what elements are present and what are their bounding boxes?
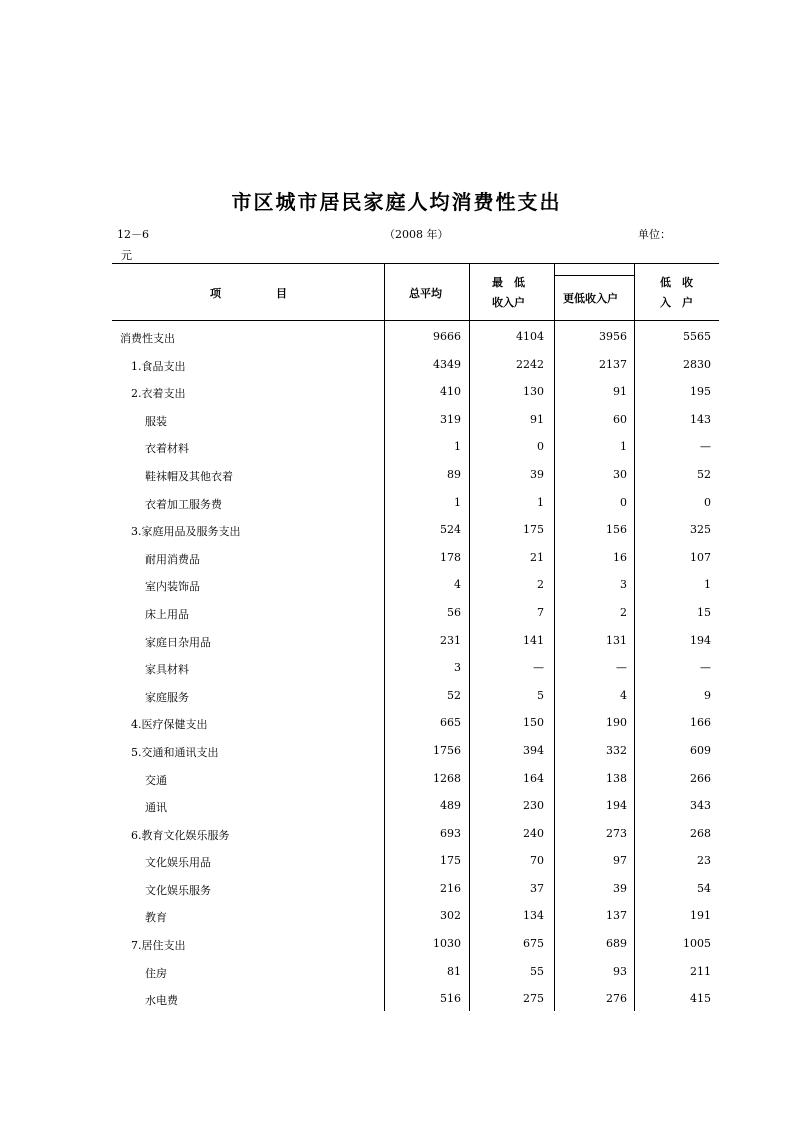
- table-year: （2008 年）: [384, 228, 449, 241]
- table-row: [112, 542, 719, 570]
- header-subline: [554, 275, 634, 276]
- row-value: 150: [523, 716, 544, 730]
- row-value: 3956: [599, 330, 627, 343]
- row-label: 鞋袜帽及其他衣着: [145, 469, 233, 483]
- row-value: 266: [690, 771, 711, 785]
- table-row: [112, 873, 719, 901]
- row-label: 水电费: [145, 994, 178, 1008]
- row-value: 194: [690, 633, 711, 647]
- row-label: 6.教育文化娱乐服务: [131, 828, 230, 842]
- row-value: 268: [690, 826, 711, 840]
- header-divider: [634, 264, 635, 320]
- row-value: 689: [606, 937, 627, 951]
- row-value: 231: [440, 633, 461, 647]
- header-low-line2: 入 户: [660, 296, 693, 309]
- table-row: [112, 569, 719, 597]
- header-lowest-line2: 收入户: [492, 296, 525, 309]
- row-value: 91: [530, 412, 544, 426]
- header-avg: 总平均: [409, 287, 442, 300]
- row-label: 室内装饰品: [145, 580, 200, 594]
- table-row: [112, 680, 719, 708]
- table-row: [112, 790, 719, 818]
- row-value: 175: [523, 523, 544, 537]
- row-value: 1: [704, 578, 711, 592]
- row-value: 5565: [683, 330, 711, 343]
- header-lowest-line1: 最 低: [492, 276, 525, 289]
- header-low-line1: 低 收: [660, 276, 693, 289]
- row-value: 7: [537, 605, 544, 619]
- row-value: 276: [606, 992, 627, 1006]
- row-value: 164: [523, 771, 544, 785]
- row-value: 1030: [433, 937, 461, 951]
- table-row: [112, 763, 719, 791]
- row-value: 1: [537, 495, 544, 509]
- table-row: [112, 459, 719, 487]
- table-row: [112, 928, 719, 956]
- table-row: [112, 900, 719, 928]
- row-value: 15: [697, 605, 711, 619]
- row-value: 194: [606, 799, 627, 813]
- row-label: 2.衣着支出: [131, 387, 186, 401]
- table-row: [112, 707, 719, 735]
- row-value: —: [616, 661, 627, 675]
- row-value: 2: [537, 578, 544, 592]
- row-value: 55: [530, 964, 544, 978]
- row-value: 230: [523, 799, 544, 813]
- table-row: [112, 376, 719, 404]
- row-label: 家具材料: [145, 663, 189, 677]
- row-label: 文化娱乐服务: [145, 883, 211, 897]
- row-value: 2137: [599, 357, 627, 371]
- row-value: 178: [440, 550, 461, 564]
- row-value: 9: [704, 688, 711, 702]
- row-value: 143: [690, 412, 711, 426]
- row-value: 319: [440, 412, 461, 426]
- row-value: 81: [447, 964, 461, 978]
- row-value: 415: [690, 992, 711, 1006]
- row-value: 175: [440, 854, 461, 868]
- row-value: 52: [447, 688, 461, 702]
- row-value: 97: [613, 854, 627, 868]
- row-value: 156: [606, 523, 627, 537]
- row-value: 39: [613, 881, 627, 895]
- row-label: 3.家庭用品及服务支出: [131, 525, 241, 539]
- row-value: 4: [454, 578, 461, 592]
- table-row: [112, 625, 719, 653]
- row-value: 2242: [516, 357, 544, 371]
- page-title: 市区城市居民家庭人均消费性支出: [231, 190, 562, 214]
- row-label: 5.交通和通讯支出: [131, 745, 219, 759]
- table-row: [112, 845, 719, 873]
- row-value: 16: [613, 550, 627, 564]
- row-label: 4.医疗保健支出: [131, 718, 208, 732]
- table-row: [112, 349, 719, 377]
- row-value: 693: [440, 826, 461, 840]
- row-value: 0: [537, 440, 544, 454]
- row-label: 1.食品支出: [131, 359, 186, 373]
- header-poorest: 更低收入户: [563, 292, 618, 305]
- row-value: 489: [440, 799, 461, 813]
- row-label: 衣着加工服务费: [145, 497, 222, 511]
- header-divider: [469, 264, 470, 320]
- row-label: 家庭服务: [145, 690, 189, 704]
- row-value: 23: [697, 854, 711, 868]
- row-value: 138: [606, 771, 627, 785]
- row-value: 39: [530, 467, 544, 481]
- row-label: 消费性支出: [120, 332, 175, 345]
- row-value: 4349: [433, 357, 461, 371]
- row-label: 通讯: [145, 801, 167, 815]
- row-value: 675: [523, 937, 544, 951]
- row-value: 195: [690, 385, 711, 399]
- row-value: 30: [613, 467, 627, 481]
- row-value: 54: [697, 881, 711, 895]
- row-label: 耐用消费品: [145, 552, 200, 566]
- row-value: —: [533, 661, 544, 675]
- row-value: 410: [440, 385, 461, 399]
- row-value: 394: [523, 743, 544, 757]
- row-value: 1: [620, 440, 627, 454]
- row-value: 211: [690, 964, 711, 978]
- row-value: 609: [690, 743, 711, 757]
- table-body: [112, 321, 719, 1011]
- table-header: [112, 263, 719, 321]
- row-value: 1756: [433, 743, 461, 757]
- row-value: 1268: [433, 771, 461, 785]
- row-value: 91: [613, 385, 627, 399]
- table-row: [112, 956, 719, 984]
- header-divider: [384, 264, 385, 320]
- row-value: 1: [454, 440, 461, 454]
- row-value: 21: [530, 550, 544, 564]
- row-value: 9666: [433, 330, 461, 343]
- row-value: 2830: [683, 357, 711, 371]
- table-row: [112, 431, 719, 459]
- row-value: 275: [523, 992, 544, 1006]
- row-value: 107: [690, 550, 711, 564]
- row-value: 141: [523, 633, 544, 647]
- row-value: 5: [537, 688, 544, 702]
- row-value: 1: [454, 495, 461, 509]
- row-label: 衣着材料: [145, 442, 189, 456]
- row-value: 332: [606, 743, 627, 757]
- row-label: 家庭日杂用品: [145, 635, 211, 649]
- table-row: [112, 514, 719, 542]
- row-value: 130: [523, 385, 544, 399]
- row-value: 131: [606, 633, 627, 647]
- row-value: 343: [690, 799, 711, 813]
- row-value: 4: [620, 688, 627, 702]
- row-value: 89: [447, 467, 461, 481]
- row-value: 516: [440, 992, 461, 1006]
- row-label: 床上用品: [145, 607, 189, 621]
- row-value: 216: [440, 881, 461, 895]
- header-divider: [554, 264, 555, 320]
- header-item: 项 目: [210, 287, 287, 300]
- row-value: 191: [690, 909, 711, 923]
- table-row: [112, 735, 719, 763]
- row-value: 273: [606, 826, 627, 840]
- row-value: 60: [613, 412, 627, 426]
- row-value: 134: [523, 909, 544, 923]
- row-value: 0: [620, 495, 627, 509]
- row-value: 240: [523, 826, 544, 840]
- table-code: 12－6: [117, 228, 149, 241]
- row-value: 3: [454, 661, 461, 675]
- row-value: 325: [690, 523, 711, 537]
- unit-value: 元: [121, 249, 132, 262]
- row-value: 56: [447, 605, 461, 619]
- row-label: 住房: [145, 966, 167, 980]
- table-row: [112, 487, 719, 515]
- table-row: [112, 652, 719, 680]
- table-row: [112, 983, 719, 1011]
- row-label: 文化娱乐用品: [145, 856, 211, 870]
- row-value: 3: [620, 578, 627, 592]
- row-value: 190: [606, 716, 627, 730]
- row-value: 2: [620, 605, 627, 619]
- table-row: [112, 818, 719, 846]
- row-value: 37: [530, 881, 544, 895]
- table-row: [112, 404, 719, 432]
- row-value: 137: [606, 909, 627, 923]
- row-value: 52: [697, 467, 711, 481]
- row-value: 166: [690, 716, 711, 730]
- row-value: 524: [440, 523, 461, 537]
- row-value: 665: [440, 716, 461, 730]
- table-row: [112, 321, 719, 349]
- row-value: 4104: [516, 330, 544, 343]
- row-label: 教育: [145, 911, 167, 925]
- row-value: 302: [440, 909, 461, 923]
- row-value: 0: [704, 495, 711, 509]
- unit-label: 单位：: [638, 228, 671, 241]
- row-value: 93: [613, 964, 627, 978]
- table-row: [112, 597, 719, 625]
- expenditure-table: [112, 263, 719, 1011]
- row-value: 1005: [683, 937, 711, 951]
- row-value: 70: [530, 854, 544, 868]
- row-label: 7.居住支出: [131, 939, 186, 953]
- row-value: —: [700, 661, 711, 675]
- row-label: 服装: [145, 414, 167, 428]
- row-label: 交通: [145, 773, 167, 787]
- row-value: —: [700, 440, 711, 454]
